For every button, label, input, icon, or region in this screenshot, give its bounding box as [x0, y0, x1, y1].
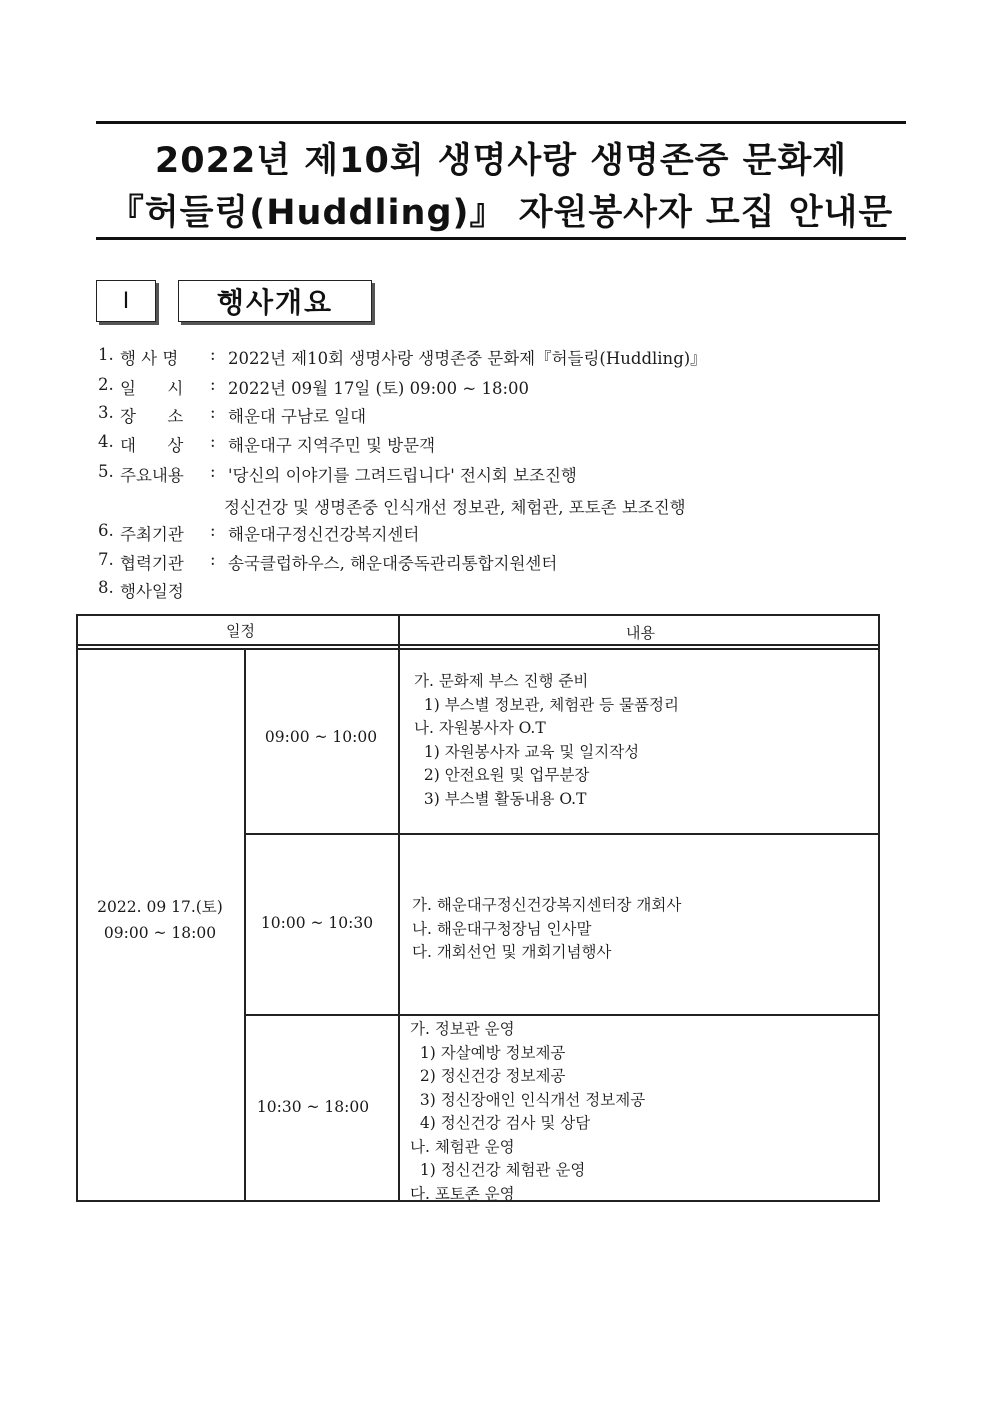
page-title-line2: 『허들링(Huddling)』 자원봉사자 모집 안내문 — [108, 193, 894, 233]
info-num: 2. — [98, 375, 114, 394]
time-slot-1: 09:00 ~ 10:00 — [264, 728, 378, 746]
content-line: 2) 안전요원 및 업무분장 — [414, 766, 590, 784]
info-row-datetime — [98, 375, 529, 399]
info-value: 2022년 09월 17일 (토) 09:00 ~ 18:00 — [228, 379, 530, 398]
table-header-rule — [76, 644, 880, 646]
info-label: 행사일정 — [120, 582, 184, 601]
info-row-location — [98, 403, 366, 427]
info-sep: : — [210, 345, 216, 364]
info-sep: : — [210, 432, 216, 451]
info-sep: : — [210, 521, 216, 540]
time-slot-2: 10:00 ~ 10:30 — [260, 914, 374, 932]
table-border-top — [76, 614, 880, 616]
schedule-date-cell — [80, 894, 240, 946]
content-line: 다. 포토존 운영 — [410, 1184, 515, 1203]
info-label: 주최기관 — [120, 525, 184, 544]
schedule-table — [76, 614, 880, 1202]
info-label: 일 시 — [120, 379, 184, 398]
info-value: 해운대구정신건강복지센터 — [228, 525, 420, 544]
time-slot-3: 10:30 ~ 18:00 — [256, 1098, 370, 1116]
info-row-target — [98, 432, 435, 456]
info-num: 6. — [98, 521, 114, 540]
content-cell-2 — [412, 894, 681, 965]
content-line: 2) 정신건강 정보제공 — [410, 1067, 566, 1085]
content-line: 1) 부스별 정보관, 체험관 등 물품정리 — [414, 695, 679, 714]
table-border-left — [76, 614, 78, 1202]
content-line: 3) 정신장애인 인식개선 정보제공 — [410, 1090, 646, 1109]
info-label: 주요내용 — [120, 466, 184, 485]
info-value: 송국클럽하우스, 해운대중독관리통합지원센터 — [228, 554, 558, 573]
info-num: 3. — [98, 403, 114, 422]
info-sep: : — [210, 550, 216, 569]
content-line: 가. 문화제 부스 진행 준비 — [414, 672, 589, 690]
content-cell-3 — [410, 1018, 645, 1206]
content-line: 가. 해운대구정신건강복지센터장 개회사 — [412, 896, 682, 914]
content-line: 4) 정신건강 검사 및 상담 — [410, 1114, 591, 1132]
info-sep: : — [210, 462, 216, 481]
section-number-box: Ⅰ — [96, 280, 156, 322]
table-border-right — [878, 614, 880, 1202]
title-top-rule — [96, 121, 906, 124]
content-line: 나. 자원봉사자 O.T — [414, 719, 546, 737]
header-schedule: 일정 — [226, 622, 255, 640]
info-row-main-content — [98, 462, 577, 486]
info-sep: : — [210, 375, 216, 394]
info-value: 해운대 구남로 일대 — [228, 407, 367, 426]
content-line: 1) 자살예방 정보제공 — [410, 1043, 566, 1062]
info-sep: : — [210, 403, 216, 422]
info-num: 5. — [98, 462, 114, 481]
schedule-date: 2022. 09 17.(토) — [97, 898, 223, 916]
info-value: '당신의 이야기를 그려드립니다' 전시회 보조진행 — [228, 466, 577, 485]
table-col-divider-content — [398, 614, 400, 1202]
table-row-divider-2 — [244, 1014, 880, 1016]
content-line: 1) 정신건강 체험관 운영 — [410, 1161, 586, 1179]
info-value: 2022년 제10회 생명사랑 생명존중 문화제『허들링(Huddling)』 — [228, 349, 707, 368]
content-line: 나. 해운대구청장님 인사말 — [412, 919, 592, 938]
info-label: 대 상 — [120, 436, 184, 455]
info-label: 행 사 명 — [120, 349, 179, 368]
content-line: 1) 자원봉사자 교육 및 일지작성 — [414, 742, 640, 761]
info-num: 1. — [98, 345, 114, 364]
table-header-rule-2 — [76, 648, 880, 650]
info-row-partner — [98, 550, 557, 574]
header-content: 내용 — [626, 624, 655, 642]
info-row-event-name — [98, 345, 707, 369]
info-main-content-continued: 정신건강 및 생명존중 인식개선 정보관, 체험관, 포토존 보조진행 — [224, 498, 686, 517]
info-row-schedule — [98, 578, 210, 602]
page-title-line1: 2022년 제10회 생명사랑 생명존중 문화제 — [154, 141, 848, 181]
info-num: 7. — [98, 550, 114, 569]
info-label: 협력기관 — [120, 554, 184, 573]
info-value: 해운대구 지역주민 및 방문객 — [228, 436, 436, 455]
info-num: 4. — [98, 432, 114, 451]
schedule-date-hours: 09:00 ~ 18:00 — [103, 924, 217, 942]
table-row-divider-1 — [244, 833, 880, 835]
content-line: 다. 개회선언 및 개회기념행사 — [412, 943, 612, 961]
section-title-box: 행사개요 — [178, 280, 372, 322]
info-row-host — [98, 521, 419, 545]
content-cell-1 — [414, 670, 679, 811]
title-bottom-rule — [96, 237, 906, 240]
content-line: 나. 체험관 운영 — [410, 1137, 515, 1156]
content-line: 가. 정보관 운영 — [410, 1020, 515, 1038]
content-line: 3) 부스별 활동내용 O.T — [414, 789, 587, 808]
info-num: 8. — [98, 578, 114, 597]
info-label: 장 소 — [120, 407, 184, 426]
